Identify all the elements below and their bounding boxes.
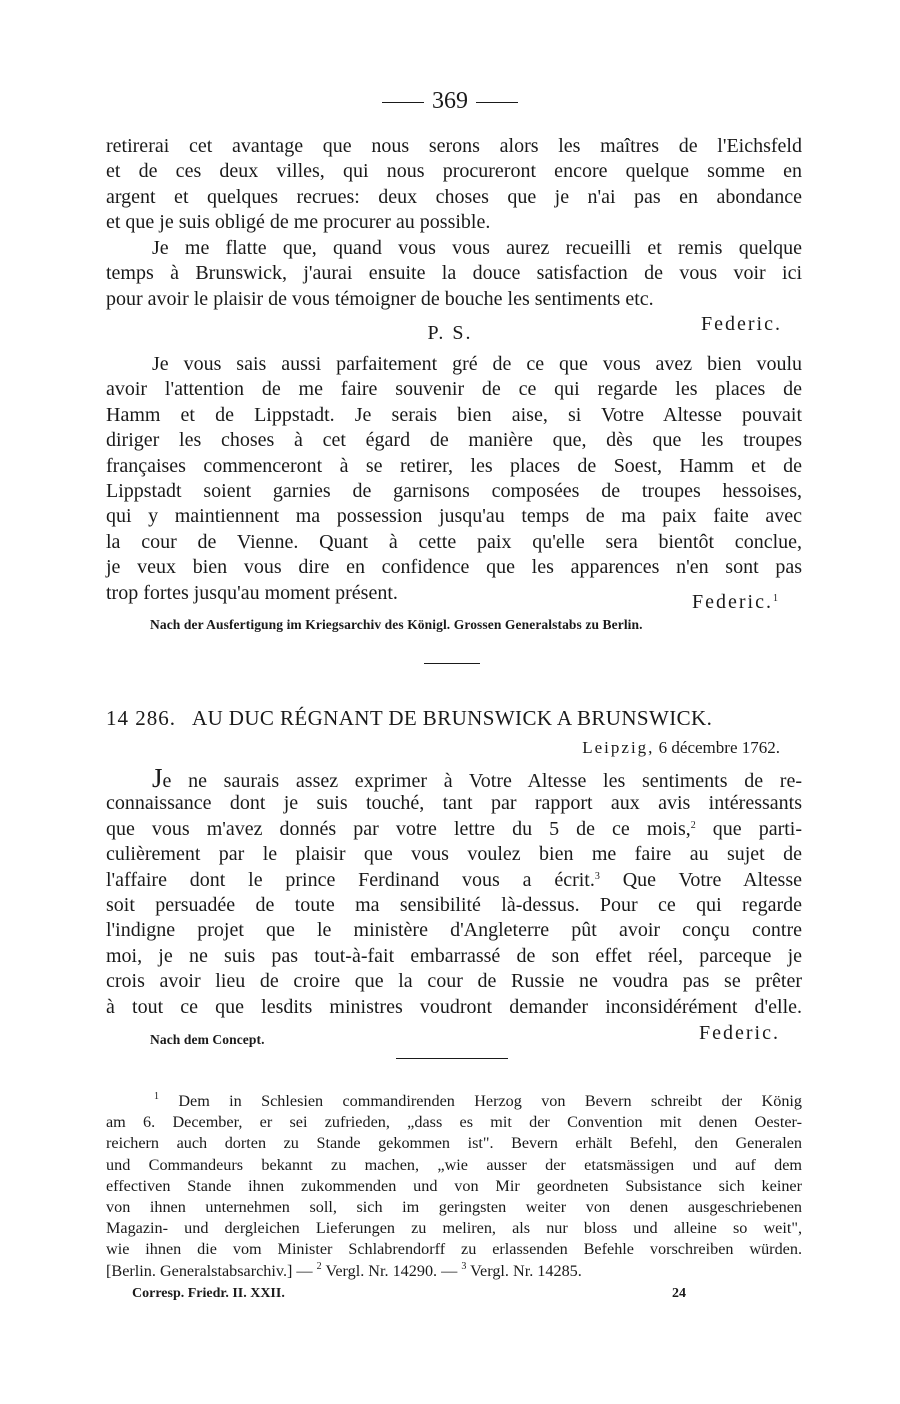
text-line: crois avoir lieu de croire que la cour de Russie ne voudra pas se prêter xyxy=(106,970,802,993)
signature-2 xyxy=(692,591,780,614)
text-line: connaissance dont je suis touché, tant par rapport aux avis intéressants xyxy=(106,792,802,815)
text-line xyxy=(106,817,802,842)
second-paragraph xyxy=(106,236,802,312)
text-line: françaises commenceront à se retirer, les places de Soest, Hamm et de xyxy=(106,454,802,477)
text-line: qui y maintiennent ma possession jusqu'au temps de ma paix faite avec xyxy=(106,505,802,528)
footnotes xyxy=(106,1091,802,1282)
letter-date: 6 décembre 1762. xyxy=(658,738,780,757)
text-line: soit persuadée de toute ma sensibilité là-dessus. Pour ce qui regarde xyxy=(106,893,802,916)
text-line: Je me flatte que, quand vous vous aurez recueilli et remis quelque xyxy=(152,237,802,259)
source-note-1: Nach der Ausfertigung im Kriegsarchiv des Königl. Grossen Generalstabs zu Berlin. xyxy=(150,617,643,632)
ps-label: P. S. xyxy=(427,322,473,344)
text-fragment: Vergl. Nr. 14290. — xyxy=(325,1261,458,1280)
text-line xyxy=(106,868,802,893)
ps-paragraph xyxy=(106,352,802,606)
text-line: Hamm et de Lippstadt. Je serais bien aise, si Votre Altesse pouvait xyxy=(106,403,802,426)
text-line: Je vous sais aussi parfaitement gré de ce que vous avez bien voulu xyxy=(152,353,802,375)
footnote-mark: 3 xyxy=(461,1260,467,1272)
text-line: trop fortes jusqu'au moment présent. xyxy=(106,581,398,604)
page-number-dash-right xyxy=(476,102,518,103)
text-line: Lippstadt soient garnies de garnisons composées de troupes hessoises, xyxy=(106,479,802,502)
source-note-2: Nach dem Concept. xyxy=(150,1032,265,1047)
text-fragment: [Berlin. Generalstabsarchiv.] — xyxy=(106,1261,313,1280)
text-line: diriger les choses à cet égard de manière que, dès que les troupes xyxy=(106,429,802,452)
footnote-mark: 2 xyxy=(316,1260,322,1272)
footnote-line xyxy=(106,1091,802,1112)
section-divider xyxy=(424,663,480,664)
footnote-divider xyxy=(396,1058,508,1059)
signature-1: Federic. xyxy=(701,313,782,335)
text-line: et que je suis obligé de me procurer au possible. xyxy=(106,211,491,234)
text-line: argent et quelques recrues: deux choses que je n'ai pas en abondance xyxy=(106,185,802,208)
footnote-line: Magazin- und dergleichen Lieferungen zu meliren, als nur bloss und alleine so weit", xyxy=(106,1219,802,1238)
text-line: la cour de Vienne. Quant à cette paix qu'elle sera bientôt conclue, xyxy=(106,530,802,553)
intro-paragraph xyxy=(106,134,802,236)
footnote-line: am 6. December, er sei zufrieden, „dass es mit der Convention mit denen Oester- xyxy=(106,1113,802,1132)
footnote-line: reichern auch dorten zu Stande gekommen ist". Bevern erhält Befehl, den Generalen xyxy=(106,1134,802,1153)
letter-paragraph xyxy=(106,763,803,1020)
text-fragment: que vous m'avez donnés par votre lettre du 5 de ce mois, xyxy=(106,817,691,840)
footnote-mark: 1 xyxy=(154,1091,159,1102)
letter-place: Leipzig, xyxy=(582,738,655,757)
text-fragment: Que Votre Altesse xyxy=(622,868,802,891)
signature-2-text: Federic. xyxy=(692,591,773,613)
text-line: je veux bien vous dire en confidence que les apparences n'en sont pas xyxy=(106,556,802,579)
page-number-value: 369 xyxy=(432,88,468,114)
text-line: pour avoir le plaisir de vous témoigner de bouche les sentiments etc. xyxy=(106,287,654,310)
footnote-line: von ihnen unternehmen soll, sich im geringsten weiter von denen ausgeschriebenen xyxy=(106,1197,802,1216)
footnote-mark: 3 xyxy=(594,870,600,882)
text-fragment: Dem in Schlesien commandirenden Herzog von Bevern schreibt der König xyxy=(178,1092,803,1110)
footnote-line xyxy=(106,1261,802,1282)
text-fragment: l'affaire dont le prince Ferdinand vous a écrit. xyxy=(106,868,595,891)
footnote-mark: 2 xyxy=(690,819,696,831)
letter-heading xyxy=(106,706,802,731)
text-line: avoir l'attention de me faire souvenir de ce qui regarde les places de xyxy=(106,378,802,401)
signature-3: Federic. xyxy=(699,1022,780,1044)
page-number xyxy=(0,88,900,115)
text-line: et de ces deux villes, qui nous procureront encore quelque somme en xyxy=(106,160,802,183)
text-line: l'indigne projet que le ministère d'Angleterre pût avoir conçu contre xyxy=(106,919,802,942)
text-fragment: Vergl. Nr. 14285. xyxy=(470,1261,582,1280)
footer-volume: Corresp. Friedr. II. XXII. xyxy=(132,1286,285,1301)
text-line: culièrement par le plaisir que vous voulez bien me faire au sujet de xyxy=(106,843,802,866)
footnote-line: effectiven Stande ihnen zukommenden und von Mir geordneten Subsistance sich keiner xyxy=(106,1176,802,1195)
footnote-line: wie ihnen die vom Minister Schlabrendorff zu erlassenden Befehle vorschreiben würden. xyxy=(106,1240,802,1259)
footer-signature-mark: 24 xyxy=(672,1286,686,1301)
letter-number: 14 286. xyxy=(106,706,176,730)
text-line: Je ne saurais assez exprimer à Votre Altesse les sentiments de re- xyxy=(152,763,802,793)
text-line: retirerai cet avantage que nous serons alors les maîtres de l'Eichsfeld xyxy=(106,135,802,157)
text-line: moi, je ne suis pas tout-à-fait embarrassé de son effet réel, parceque je xyxy=(106,944,802,967)
footnote-mark: 1 xyxy=(773,593,780,604)
text-line: à tout ce que lesdits ministres voudront demander inconsidérément d'elle. xyxy=(106,995,802,1018)
text-fragment: que parti- xyxy=(712,817,803,840)
letter-dateline xyxy=(582,738,780,758)
text-line: temps à Brunswick, j'aurai ensuite la douce satisfaction de vous voir ici xyxy=(106,262,802,285)
footnote-line: und Commandeurs bekannt zu machen, „wie ausser der etatsmässigen und auf dem xyxy=(106,1155,802,1174)
page-number-dash-left xyxy=(382,102,424,103)
letter-title: AU DUC RÉGNANT DE BRUNSWICK A BRUNSWICK. xyxy=(192,706,713,730)
